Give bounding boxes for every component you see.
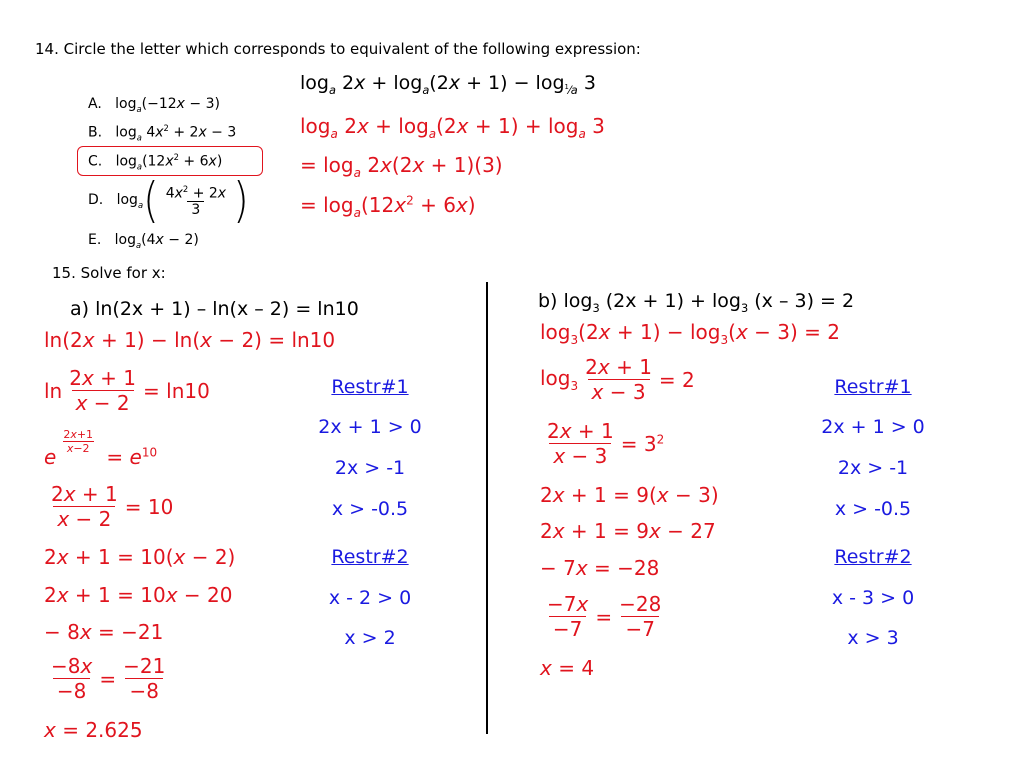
a-step-1: ln(2x + 1) − ln(x − 2) = ln10: [44, 328, 336, 352]
b-step-5: 2x + 1 = 9x − 27: [540, 519, 716, 543]
part-b-heading: b) $\log_3 (2x + 1) + \log_3 (x - 3) = 2$: [538, 290, 855, 315]
a-restr1-line-1: 2x + 1 > 0: [318, 416, 422, 438]
q14-expression: $\log_a 2x + \log_a(2x + 1) - \log_{^1⁄a} 3$: [300, 72, 596, 97]
b-step-6: − 7x = −28: [540, 556, 660, 580]
b-step-3: $\frac{2x + 1}{x - 3}$ = $3^2$: [547, 419, 665, 468]
a-step-4: $\frac{2x + 1}{x - 2}$ = 10: [51, 482, 174, 531]
b-restr1-line-2: 2x > -1: [837, 457, 909, 479]
a-restr1-title: Restr#1: [331, 376, 409, 398]
a-restr2-line-2: x > 2: [344, 627, 396, 649]
a-restr1-line-2: 2x > -1: [334, 457, 406, 479]
option-a[interactable]: A. $\log_a(-12x - 3)$: [88, 96, 220, 114]
b-restr1-line-1: 2x + 1 > 0: [821, 416, 925, 438]
question-14-prompt: 14. Circle the letter which corresponds to equivalent of the following expression:: [35, 40, 641, 58]
option-c[interactable]: C. $\log_a(12x^2 + 6x)$: [88, 152, 223, 172]
part-a-heading: a) ln(2x + 1) – ln(x – 2) = ln10: [70, 298, 359, 320]
a-step-8: $\frac{-8x}{-8}$ = $\frac{-21}{-8}$: [51, 654, 166, 703]
b-step-1: $\log_3(2x + 1) - \log_3(x - 3) = 2$: [540, 320, 840, 347]
b-step-4: 2x + 1 = 9(x − 3): [540, 483, 719, 507]
a-answer: x = 2.625: [44, 718, 143, 742]
b-answer: x = 4: [540, 656, 595, 680]
option-e[interactable]: E. $\log_a(4x - 2)$: [88, 232, 199, 250]
a-step-2: ln $\frac{2x + 1}{x - 2}$ = ln10: [44, 366, 210, 415]
a-step-5: 2x + 1 = 10(x − 2): [44, 545, 236, 569]
q14-step-3: = $\log_a(12x^2 + 6x)$: [300, 193, 476, 220]
b-restr2-line-1: x - 3 > 0: [831, 587, 915, 609]
a-step-7: − 8x = −21: [44, 620, 164, 644]
b-step-2: $\log_3$ $\frac{2x + 1}{x - 3}$ = 2: [540, 355, 695, 404]
a-restr2-title: Restr#2: [331, 546, 409, 568]
b-restr1-title: Restr#1: [834, 376, 912, 398]
q14-step-1: $\log_a 2x + \log_a(2x + 1) + \log_a 3$: [300, 114, 605, 141]
a-restr1-line-3: x > -0.5: [331, 498, 409, 520]
b-restr2-title: Restr#2: [834, 546, 912, 568]
a-step-3: e $\frac{2x+1}{x-2}$ = $e^{10}$: [44, 428, 158, 469]
b-step-7: $\frac{-7x}{-7}$ = $\frac{-28}{-7}$: [547, 592, 662, 641]
option-b[interactable]: B. $\log_a 4x^2 + 2x - 3$: [88, 123, 237, 143]
a-restr2-line-1: x - 2 > 0: [328, 587, 412, 609]
q14-step-2: = $\log_a 2x(2x + 1)(3)$: [300, 153, 503, 180]
a-step-6: 2x + 1 = 10x − 20: [44, 583, 233, 607]
b-restr1-line-3: x > -0.5: [834, 498, 912, 520]
question-15-prompt: 15. Solve for x:: [52, 264, 166, 282]
column-divider: [486, 282, 488, 734]
b-restr2-line-2: x > 3: [847, 627, 899, 649]
option-d[interactable]: D. $\log_a$ ( $\frac{4x^2 + 2x}{3}$ ): [88, 173, 249, 229]
